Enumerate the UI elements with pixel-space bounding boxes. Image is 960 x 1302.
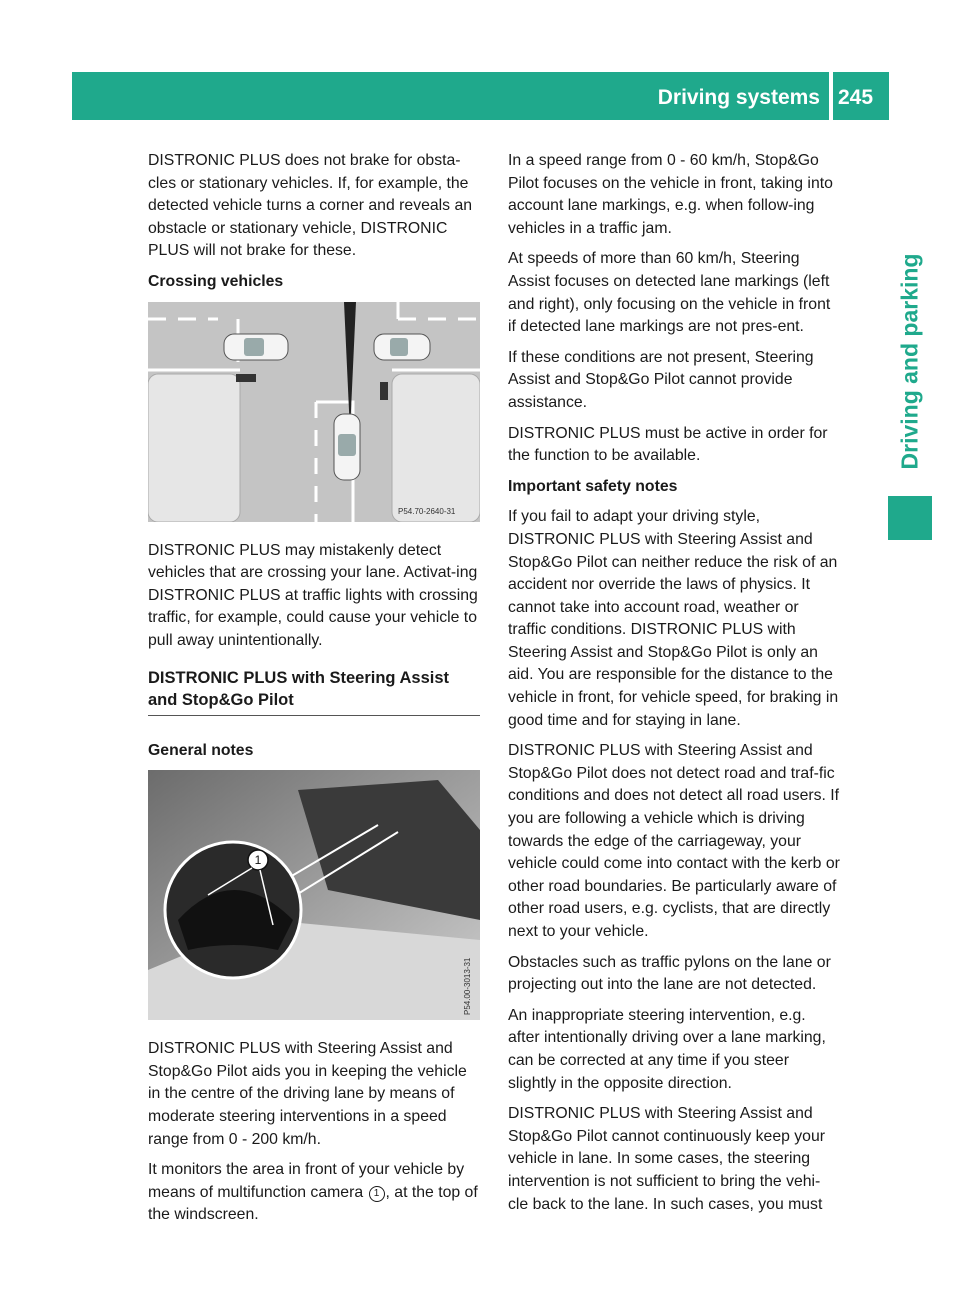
right-paragraph-2: At speeds of more than 60 km/h, Steering Assist focuses on detected lane markings (left and right), only focusing on the vehicle in front if detected lane markings are not pres-ent. bbox=[508, 250, 831, 336]
general-notes-heading: General notes bbox=[148, 741, 254, 759]
camera-callout-number: 1 bbox=[254, 853, 262, 868]
right-paragraph-3: If these conditions are not present, Steering Assist and Stop&Go Pilot cannot provide assistance. bbox=[508, 348, 814, 411]
figure-code-2: P54.00-3013-31 bbox=[463, 957, 472, 1016]
general-notes-paragraph-2: It monitors the area in front of your vehicle by means of multifunction camera 1 , at the top of the windscreen. bbox=[148, 1161, 478, 1224]
crossing-vehicles-illustration bbox=[148, 302, 480, 522]
right-paragraph-7: Obstacles such as traffic pylons on the lane or projecting out into the lane are not detected. bbox=[508, 953, 831, 994]
section-heading: DISTRONIC PLUS with Steering Assist and Stop&Go Pilot bbox=[148, 667, 480, 716]
chapter-tab-label: Driving and parking bbox=[896, 253, 923, 469]
page-number: 245 bbox=[838, 86, 874, 109]
right-paragraph-6: DISTRONIC PLUS with Steering Assist and Stop&Go Pilot does not detect road and traf-fic conditions and does not detect all road users. If you are following a vehicle which is driving towards the edge of the carriageway, your vehicle could come into contact with the kerb or other road boundaries. Be particularly aware of other road users, e.g. cyclists, that are directly next to your vehicle. bbox=[508, 742, 840, 940]
right-paragraph-1: In a speed range from 0 - 60 km/h, Stop&Go Pilot focuses on the vehicle in front, taking into account lane markings, e.g. when follow-ing vehicles in a traffic jam. bbox=[508, 152, 833, 237]
windscreen-camera-illustration bbox=[148, 770, 480, 1020]
section-title: Driving systems bbox=[657, 86, 820, 109]
crossing-vehicles-heading: Crossing vehicles bbox=[148, 272, 284, 290]
figure-code-1: P54.70-2640-31 bbox=[398, 506, 456, 516]
right-paragraph-8: An inappropriate steering intervention, e.g. after intentionally driving over a lane marking, can be corrected at any time if you steer slightly in the opposite direction. bbox=[508, 1006, 826, 1092]
chapter-tab bbox=[888, 243, 932, 479]
header-divider bbox=[829, 72, 833, 120]
intro-paragraph: DISTRONIC PLUS does not brake for obsta-cles or stationary vehicles. If, for example, the detected vehicle turns a corner and reveals an obstacle or stationary vehicle, DISTRONIC PLUS will not brake for these. bbox=[148, 152, 473, 260]
right-column bbox=[508, 150, 840, 1224]
right-paragraph-9: DISTRONIC PLUS with Steering Assist and Stop&Go Pilot cannot continuously keep your vehicle in lane. In some cases, the steering intervention is not sufficient to bring the vehi-cle back to the lane. In such cases, you must bbox=[508, 1105, 826, 1213]
general-notes-paragraph-1: DISTRONIC PLUS with Steering Assist and Stop&Go Pilot aids you in keeping the vehicle in the centre of the driving lane by means of moderate steering interventions in a speed range from 0 - 200 km/h. bbox=[148, 1040, 467, 1148]
crossing-vehicles-paragraph: DISTRONIC PLUS may mistakenly detect vehicles that are crossing your lane. Activat-ing DISTRONIC PLUS at traffic lights with crossing traffic, for example, could cause your vehicle to pull away unintentionally. bbox=[148, 541, 478, 649]
safety-notes-heading: Important safety notes bbox=[508, 477, 678, 495]
chapter-tab-marker bbox=[888, 496, 932, 540]
right-paragraph-5: If you fail to adapt your driving style, DISTRONIC PLUS with Steering Assist and Stop&Go Pilot can neither reduce the risk of an accident nor override the laws of physics. It cannot take into account road, weather or traffic conditions. DISTRONIC PLUS with Steering Assist and Stop&Go Pilot is only an aid. You are responsible for the distance to the vehicle in front, for vehicle speed, for braking in good time and for staying in lane. bbox=[508, 508, 839, 729]
right-paragraph-4: DISTRONIC PLUS must be active in order for the function to be available. bbox=[508, 424, 828, 465]
left-column bbox=[148, 150, 480, 1235]
camera-reference-badge: 1 bbox=[369, 1186, 385, 1202]
